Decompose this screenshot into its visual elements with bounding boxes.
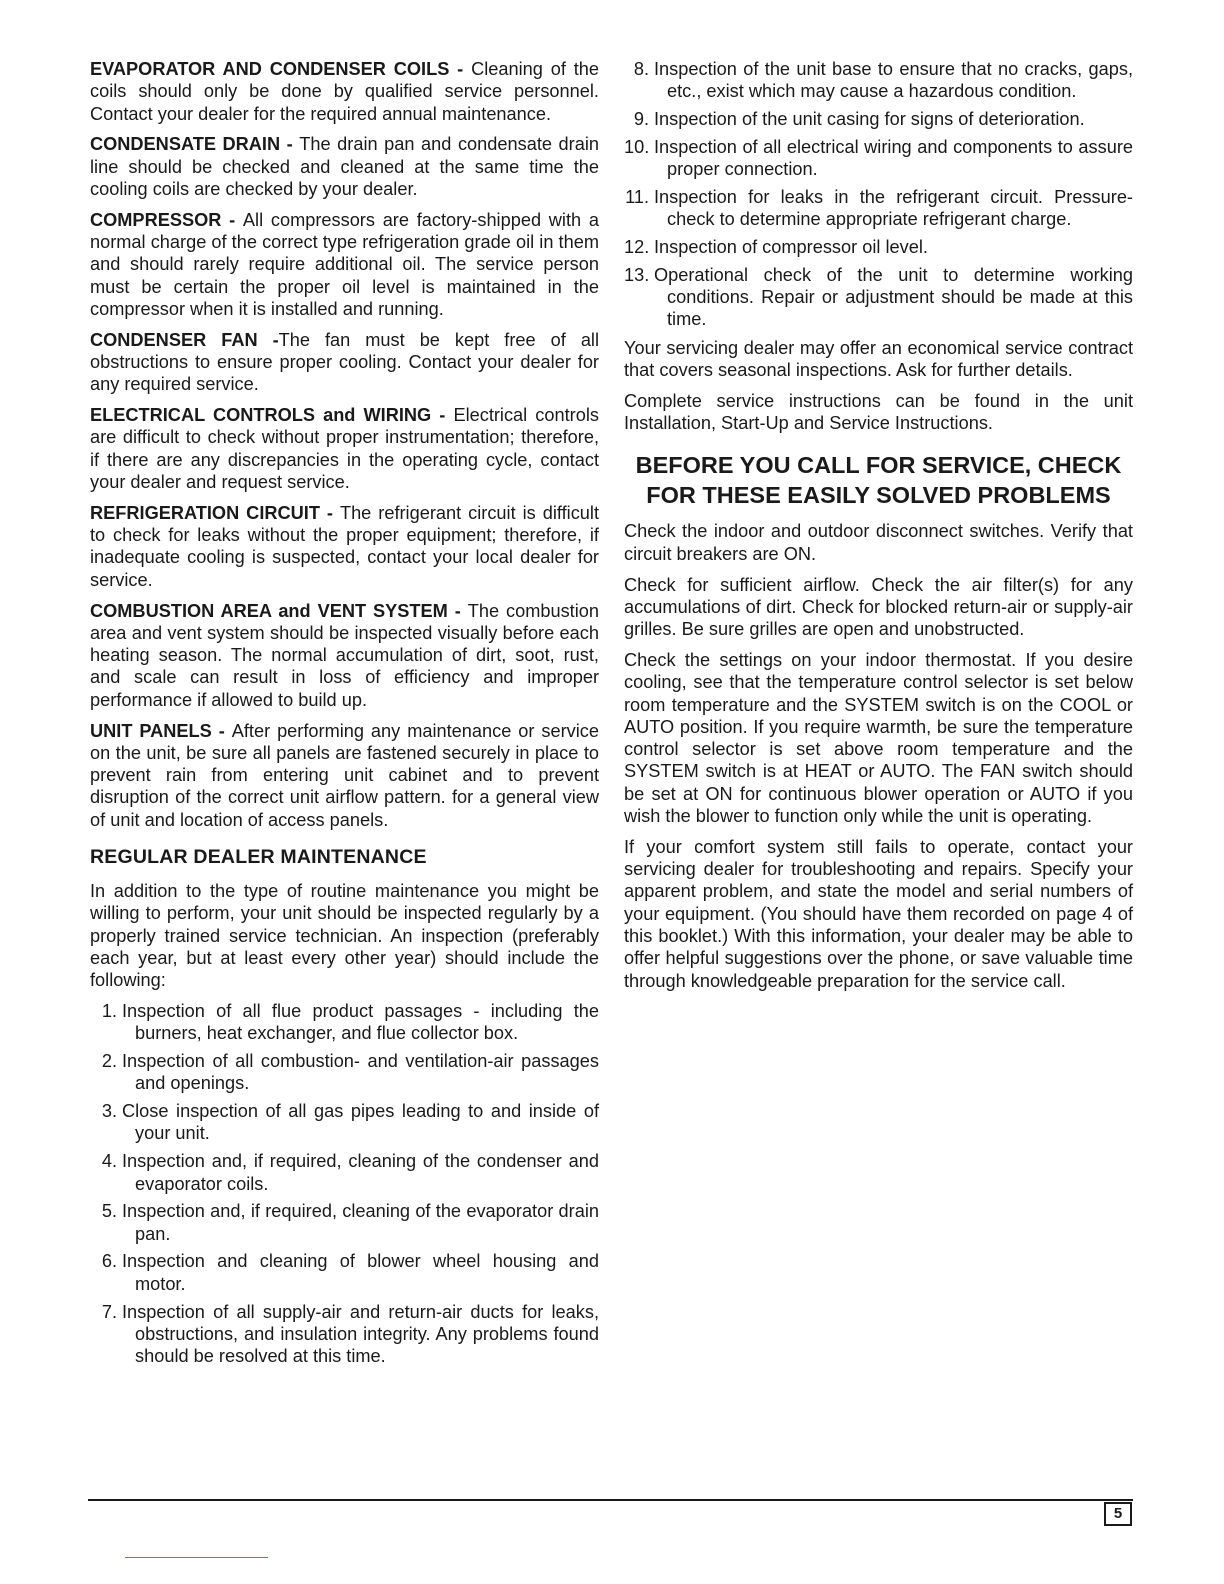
left-column [90, 58, 599, 1373]
service-contract-paragraph: Your servicing dealer may offer an economical service contract that covers seasonal inspections. Ask for further details. [624, 337, 1133, 381]
list-item: 13. Operational check of the unit to determine working conditions. Repair or adjustment should be made at this time. [624, 264, 1133, 330]
paragraph-refrigeration-circuit: REFRIGERATION CIRCUIT - The refrigerant circuit is difficult to check for leaks without the proper equipment; therefore, if inadequate cooling is suspected, contact your local dealer for service. [90, 502, 599, 590]
paragraph-unit-panels: UNIT PANELS - After performing any maintenance or service on the unit, be sure all panels are fastened securely in place to prevent rain from entering unit cabinet and to prevent disruption of the correct unit airflow pattern. for a general view of unit and location of access panels. [90, 720, 599, 830]
section-title-regular-dealer-maintenance: REGULAR DEALER MAINTENANCE [90, 846, 427, 868]
list-item: 8. Inspection of the unit base to ensure that no cracks, gaps, etc., exist which may cause a hazardous condition. [633, 59, 1133, 102]
list-item: 3. Close inspection of all gas pipes leading to and inside of your unit. [101, 1101, 599, 1144]
list-item: 1. Inspection of all flue product passages - including the burners, heat exchanger, and flue collector box. [101, 1000, 599, 1044]
check-airflow-paragraph: Check for sufficient airflow. Check the air filter(s) for any accumulations of dirt. Check for blocked return-air or supply-air grilles. Be sure grilles are open and unobstructed. [624, 574, 1133, 640]
paragraph-electrical-controls: ELECTRICAL CONTROLS and WIRING - Electrical controls are difficult to check without proper instrumentation; therefore, if there are any discrepancies in the operating cycle, contact your dealer and request service. [90, 405, 599, 493]
paragraph-compressor: COMPRESSOR - All compressors are factory-shipped with a normal charge of the correct type refrigeration grade oil in them and should rarely require additional oil. The service person must be certain the proper oil level is maintained in the compressor when it is installed and running. [90, 209, 599, 319]
paragraph-condenser-fan: CONDENSER FAN -The fan must be kept free of all obstructions to ensure proper cooling. Contact your dealer for any required service. [90, 329, 600, 395]
maintenance-list-right [624, 58, 1133, 331]
page-number: 5 [1104, 1502, 1132, 1526]
list-item: 10. Inspection of all electrical wiring and components to assure proper connection. [624, 136, 1133, 180]
before-you-call-heading: BEFORE YOU CALL FOR SERVICE, CHECK FOR THESE EASILY SOLVED PROBLEMS [635, 452, 1122, 509]
check-thermostat-paragraph: Check the settings on your indoor thermostat. If you desire cooling, see that the temperature control selector is set below room temperature and the SYSTEM switch is on the COOL or AUTO position. If you require warmth, be sure the temperature control selector is set above room temperature and the SYSTEM switch is at HEAT or AUTO. The FAN switch should be set at ON for continuous blower operation or AUTO if you wish the blower to function only while the unit is operating. [624, 649, 1133, 827]
maintenance-intro: In addition to the type of routine maintenance you might be willing to perform, your unit should be inspected regularly by a properly trained service technician. An inspection (preferably each year, but at least every other year) should include the following: [90, 881, 599, 991]
contact-dealer-paragraph: If your comfort system still fails to operate, contact your servicing dealer for troubleshooting and repairs. Specify your apparent problem, and state the model and serial numbers of your equipment. (You should have them recorded on page 4 of this booklet.) With this information, your dealer may be able to offer helpful suggestions over the phone, or save valuable time through knowledgeable preparation for the service call. [624, 836, 1133, 991]
link-underline [125, 1557, 268, 1558]
check-disconnect-paragraph: Check the indoor and outdoor disconnect switches. Verify that circuit breakers are ON. [624, 521, 1133, 564]
paragraph-evaporator-condenser-coils: EVAPORATOR AND CONDENSER COILS - Cleaning of the coils should only be done by qualified service personnel. Contact your dealer for the required annual maintenance. [90, 59, 599, 124]
right-column [624, 58, 1133, 1000]
list-item: 12. Inspection of compressor oil level. [624, 237, 928, 258]
paragraph-combustion-area: COMBUSTION AREA and VENT SYSTEM - The combustion area and vent system should be inspected visually before each heating season. The normal accumulation of dirt, soot, rust, and scale can result in loss of efficiency and improper performance if allowed to build up. [90, 600, 599, 710]
list-item: 9. Inspection of the unit casing for signs of deterioration. [633, 109, 1085, 130]
list-item: 4. Inspection and, if required, cleaning of the condenser and evaporator coils. [101, 1151, 599, 1194]
list-item: 7. Inspection of all supply-air and return-air ducts for leaks, obstructions, and insulation integrity. Any problems found should be resolved at this time. [101, 1301, 599, 1367]
list-item: 2. Inspection of all combustion- and ventilation-air passages and openings. [101, 1051, 599, 1094]
list-item: 5. Inspection and, if required, cleaning of the evaporator drain pan. [101, 1201, 599, 1244]
list-item: 6. Inspection and cleaning of blower wheel housing and motor. [101, 1251, 599, 1294]
list-item: 11. Inspection for leaks in the refrigerant circuit. Pressure-check to determine appropriate refrigerant charge. [625, 186, 1133, 230]
footer-rule [88, 1499, 1133, 1501]
maintenance-list-left [90, 1000, 599, 1367]
service-instructions-paragraph: Complete service instructions can be found in the unit Installation, Start-Up and Service Instructions. [624, 390, 1133, 434]
paragraph-condensate-drain: CONDENSATE DRAIN - The drain pan and condensate drain line should be checked and cleaned at the same time the cooling coils are checked by your dealer. [90, 134, 599, 199]
